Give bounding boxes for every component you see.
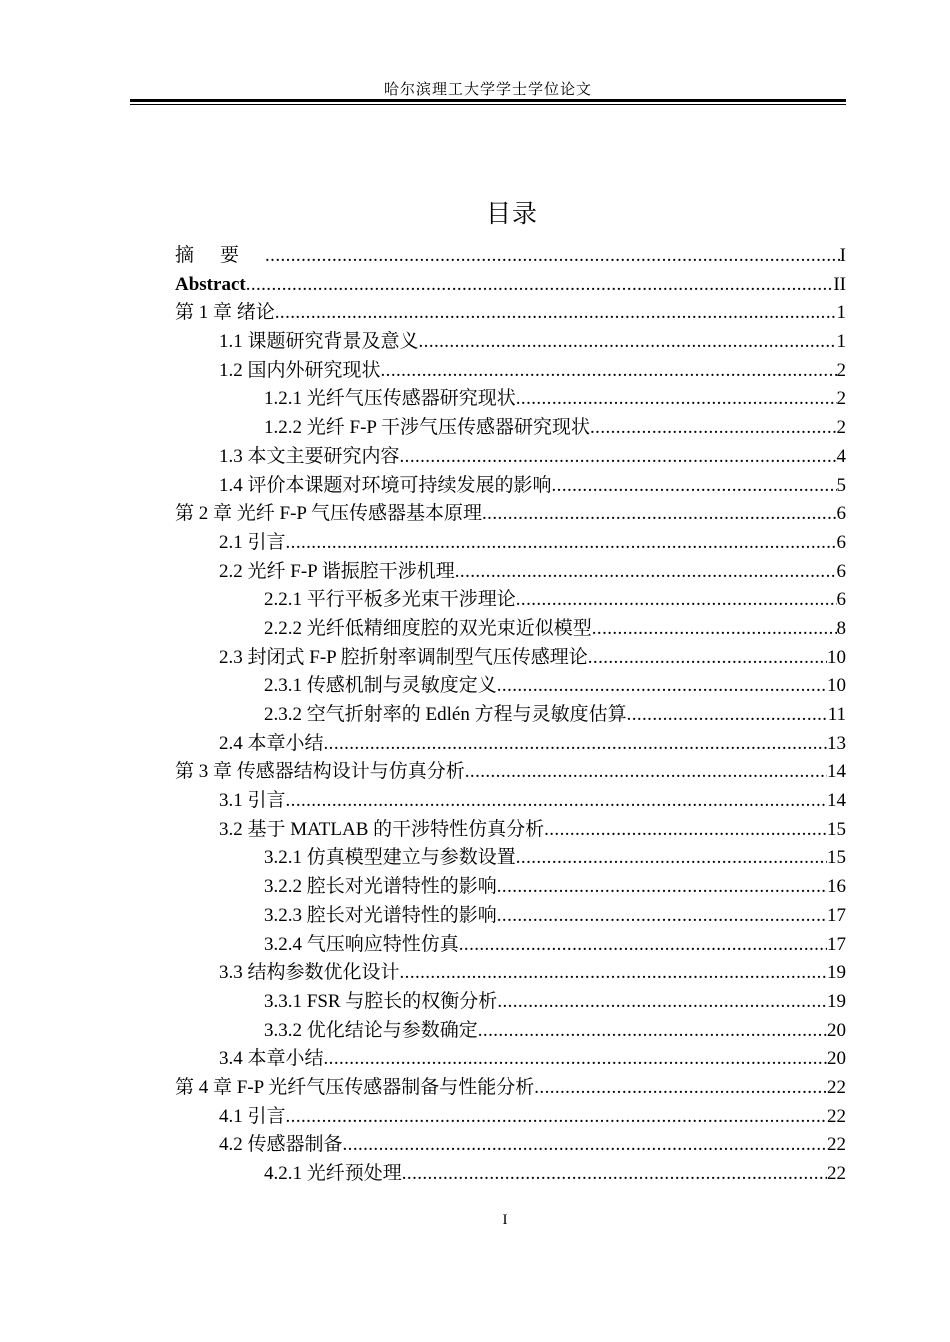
dot-leader (534, 1074, 827, 1103)
toc-entry[interactable] (175, 615, 846, 644)
toc-entry-page: 14 (827, 790, 846, 812)
toc-entry-label: 1.3 本文主要研究内容 (219, 445, 400, 467)
toc-entry[interactable] (175, 644, 846, 673)
toc-entry-page: 17 (827, 904, 846, 926)
dot-leader (552, 472, 837, 501)
toc-entry-label: 2.4 本章小结 (219, 732, 324, 754)
dot-leader (465, 758, 827, 787)
toc-entry-label: 1.4 评价本课题对环境可持续发展的影响 (219, 474, 552, 496)
toc-entry[interactable] (175, 357, 846, 386)
dot-leader (381, 357, 837, 386)
toc-entry-label: 第 1 章 绪论 (175, 302, 275, 324)
page-number: I (502, 1212, 508, 1228)
toc-entry-label: 1.2 国内外研究现状 (219, 359, 381, 381)
header-rule-thick (130, 99, 846, 102)
toc-entry-label: 3.2.2 腔长对光谱特性的影响 (264, 876, 497, 898)
toc-entry-page: 19 (827, 962, 846, 984)
toc-entry-page: 1 (836, 302, 846, 324)
toc-entry-label: 2.2.2 光纤低精细度腔的双光束近似模型 (264, 617, 592, 639)
toc-entry-label: 4.2.1 光纤预处理 (264, 1163, 402, 1184)
toc-entry-page: 22 (827, 1163, 846, 1184)
toc-entry[interactable] (175, 299, 846, 328)
dot-leader (419, 328, 837, 357)
dot-leader (544, 816, 827, 845)
toc-entry[interactable] (175, 1103, 846, 1132)
toc-entry[interactable] (175, 988, 846, 1017)
toc-entry-label: 3.3.1 FSR 与腔长的权衡分析 (264, 990, 498, 1012)
toc-entry-page: 20 (827, 1048, 846, 1070)
toc-entry[interactable] (175, 1045, 846, 1074)
header-rule-thin (130, 104, 846, 105)
toc-entry-page: 22 (827, 1076, 846, 1098)
toc-entry-page: 4 (836, 445, 846, 467)
toc-entry-label: 第 3 章 传感器结构设计与仿真分析 (175, 761, 465, 783)
toc-entry-page: 2 (836, 388, 846, 410)
toc-entry-page: 2 (836, 359, 846, 381)
dot-leader (324, 1045, 827, 1074)
toc-entry-label: 2.3.2 空气折射率的 Edlén 方程与灵敏度估算 (264, 704, 627, 725)
dot-leader (455, 558, 837, 587)
toc-entry-page: 15 (827, 818, 846, 840)
toc-entry[interactable] (175, 873, 846, 902)
toc-entry-page: 11 (827, 704, 846, 725)
toc-entry-page: II (833, 273, 846, 295)
toc-entry-page: 13 (827, 732, 846, 754)
toc-entry-label: 4.1 引言 (219, 1105, 286, 1127)
dot-leader (478, 1017, 827, 1046)
toc-entry[interactable] (175, 758, 846, 787)
toc-entry-page: 10 (827, 646, 846, 668)
toc-entry[interactable] (175, 931, 846, 960)
toc-entry-label: 3.3.2 优化结论与参数确定 (264, 1019, 478, 1041)
dot-leader (516, 385, 837, 414)
dot-leader (497, 902, 827, 931)
toc-entry-page: 14 (827, 761, 846, 783)
toc-entry-page: 6 (836, 503, 846, 525)
toc-entry-page: 19 (827, 990, 846, 1012)
toc-entry-page: 2 (836, 417, 846, 439)
toc-entry[interactable] (175, 529, 846, 558)
toc-entry[interactable] (175, 730, 846, 759)
toc-entry[interactable] (175, 328, 846, 357)
table-of-contents (175, 242, 846, 1189)
dot-leader (265, 242, 840, 271)
toc-entry-page: I (839, 245, 846, 266)
dot-leader (286, 1103, 827, 1132)
toc-entry-label: 3.1 引言 (219, 790, 286, 812)
toc-entry-page: 6 (836, 589, 846, 611)
dot-leader (516, 586, 837, 615)
toc-entry-label: 3.3 结构参数优化设计 (219, 962, 400, 984)
dot-leader (324, 730, 827, 759)
toc-entry-label: 第 2 章 光纤 F-P 气压传感器基本原理 (175, 503, 483, 525)
toc-entry-page: 22 (827, 1134, 846, 1156)
toc-entry[interactable] (175, 787, 846, 816)
toc-entry-page: 8 (836, 617, 846, 639)
toc-entry-page: 10 (827, 675, 846, 697)
dot-leader (588, 644, 827, 673)
toc-entry-label: 1.1 课题研究背景及意义 (219, 331, 419, 353)
dot-leader (400, 443, 837, 472)
toc-entry-page: 5 (836, 474, 846, 496)
toc-entry[interactable] (175, 271, 846, 300)
toc-entry-page: 17 (827, 933, 846, 955)
toc-entry-label: 摘要 (175, 245, 266, 266)
dot-leader (497, 672, 827, 701)
toc-entry-label: 3.2.1 仿真模型建立与参数设置 (264, 847, 516, 869)
dot-leader (400, 959, 827, 988)
toc-entry-label: 2.3.1 传感机制与灵敏度定义 (264, 675, 497, 697)
toc-entry-label: 2.1 引言 (219, 531, 286, 553)
toc-entry-label: 2.3 封闭式 F-P 腔折射率调制型气压传感理论 (219, 646, 588, 668)
toc-entry-page: 22 (827, 1105, 846, 1127)
running-header: 哈尔滨理工大学学士学位论文 (383, 82, 592, 98)
toc-entry-label: Abstract (175, 273, 246, 295)
toc-entry[interactable] (175, 672, 846, 701)
toc-entry[interactable] (175, 242, 846, 271)
toc-entry[interactable] (175, 844, 846, 873)
dot-leader (627, 701, 828, 730)
toc-entry-label: 2.2.1 平行平板多光束干涉理论 (264, 589, 516, 611)
toc-entry[interactable] (175, 385, 846, 414)
dot-leader (482, 500, 836, 529)
toc-entry-label: 3.4 本章小结 (219, 1048, 324, 1070)
dot-leader (246, 271, 834, 300)
toc-entry-label: 4.2 传感器制备 (219, 1134, 343, 1156)
dot-leader (286, 529, 837, 558)
toc-entry[interactable] (175, 1131, 846, 1160)
toc-entry[interactable] (175, 959, 846, 988)
dot-leader (497, 988, 827, 1017)
dot-leader (497, 873, 827, 902)
dot-leader (516, 844, 827, 873)
toc-entry-page: 6 (836, 531, 846, 553)
toc-entry[interactable] (175, 1160, 846, 1189)
toc-entry[interactable] (175, 443, 846, 472)
toc-entry[interactable] (175, 500, 846, 529)
toc-entry-page: 15 (827, 847, 846, 869)
toc-entry-page: 20 (827, 1019, 846, 1041)
toc-entry-label: 第 4 章 F-P 光纤气压传感器制备与性能分析 (175, 1076, 535, 1098)
toc-entry-label: 1.2.1 光纤气压传感器研究现状 (264, 388, 516, 410)
toc-entry-page: 16 (827, 876, 846, 898)
toc-title: 目录 (485, 199, 538, 228)
toc-entry[interactable] (175, 558, 846, 587)
toc-entry-label: 3.2 基于 MATLAB 的干涉特性仿真分析 (219, 818, 545, 840)
dot-leader (402, 1160, 827, 1189)
toc-entry[interactable] (175, 414, 846, 443)
toc-entry-page: 1 (836, 331, 846, 353)
toc-entry-label: 2.2 光纤 F-P 谐振腔干涉机理 (219, 560, 455, 582)
toc-entry-label: 1.2.2 光纤 F-P 干涉气压传感器研究现状 (264, 417, 591, 439)
toc-entry[interactable] (175, 1074, 846, 1103)
dot-leader (459, 931, 827, 960)
dot-leader (590, 414, 836, 443)
toc-entry[interactable] (175, 1017, 846, 1046)
dot-leader (275, 299, 837, 328)
toc-entry[interactable] (175, 586, 846, 615)
dot-leader (286, 787, 827, 816)
toc-entry[interactable] (175, 816, 846, 845)
toc-entry[interactable] (175, 902, 846, 931)
toc-entry-label: 3.2.4 气压响应特性仿真 (264, 933, 459, 955)
toc-entry-page: 6 (836, 560, 846, 582)
dot-leader (343, 1131, 827, 1160)
toc-entry[interactable] (175, 472, 846, 501)
toc-entry-label: 3.2.3 腔长对光谱特性的影响 (264, 904, 497, 926)
toc-entry[interactable] (175, 701, 846, 730)
dot-leader (592, 615, 837, 644)
